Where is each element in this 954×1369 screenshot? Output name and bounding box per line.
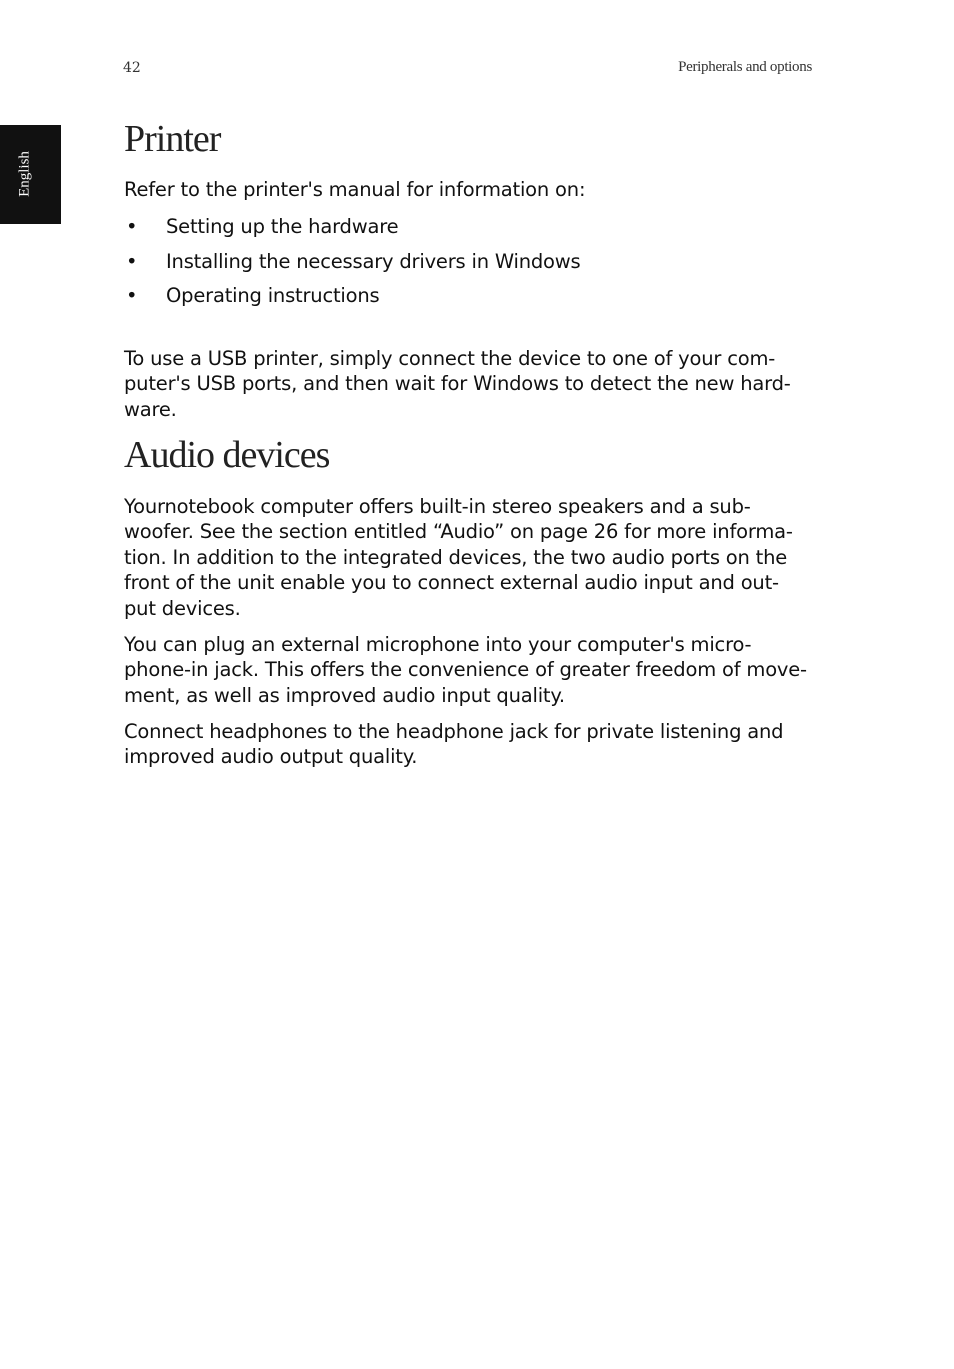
running-header: Peripherals and options — [678, 59, 812, 75]
list-item-text: Installing the necessary drivers in Windows — [166, 249, 581, 273]
language-tab-label: English — [16, 151, 33, 197]
list-item-text: Setting up the hardware — [166, 215, 399, 238]
page-number: 42 — [123, 60, 141, 76]
printer-intro: Refer to the printer's manual for information on: — [124, 178, 586, 201]
bullet-icon: • — [126, 249, 138, 273]
audio-paragraph-1: Yournotebook computer offers built-in stereo speakers and a sub- woofer. See the section entitled “Audio” on page 26 for more informa- tion. In addition to the integrated devices, the two audio ports on the front of the unit enable you to connect external audio input and out- put devices. — [124, 495, 793, 620]
bullet-icon: • — [126, 215, 138, 238]
bullet-icon: • — [126, 284, 138, 307]
printer-heading: Printer — [124, 118, 221, 160]
list-item-text: Operating instructions — [166, 284, 380, 307]
printer-bullet-list — [124, 214, 814, 318]
list-item — [124, 283, 814, 318]
list-item — [124, 214, 814, 249]
usb-printer-paragraph: To use a USB printer, simply connect the device to one of your com- puter's USB ports, and then wait for Windows to detect the new hard- ware. — [124, 347, 791, 421]
audio-paragraph-2: You can plug an external microphone into your computer's micro- phone-in jack. This offers the convenience of greater freedom of move- ment, as well as improved audio input quality. — [124, 633, 807, 707]
audio-heading: Audio devices — [124, 434, 330, 476]
list-item — [124, 249, 814, 284]
audio-paragraph-3: Connect headphones to the headphone jack for private listening and improved audio output quality. — [124, 720, 784, 769]
